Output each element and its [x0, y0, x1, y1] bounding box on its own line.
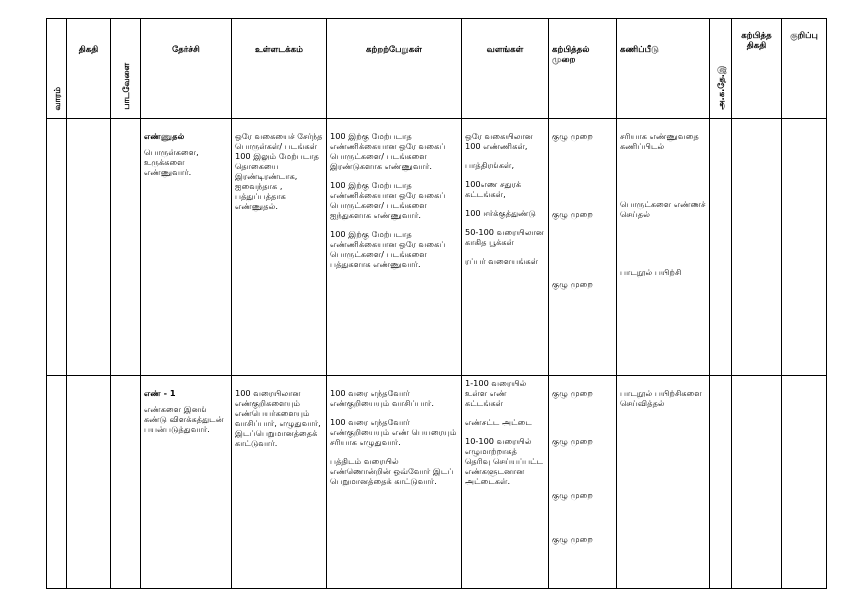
content-text: 100 வரையிலான எண்குறிகளையும் எண்பெயர்களையும் வாசிப்பார், எழுதுவார், இடப்பெறுமானத்தைக் காட்டுவார்.: [235, 388, 321, 448]
competency-title: எண் - 1: [144, 388, 176, 398]
resource-item: ரப்பர் வளையங்கள்: [465, 256, 539, 266]
cell-week: [47, 376, 67, 589]
header-content: உள்ளடக்கம்: [232, 19, 327, 119]
header-resources: வளங்கள்: [462, 19, 549, 119]
outcome-item: 100 இற்கு மேற்படாத எண்ணிக்கையான ஒரே வகைப் பொருட்களை/ படங்களை இரண்டுகளாக எண்ணுவார்.: [330, 131, 446, 171]
method-item: குழு முறை: [552, 279, 593, 289]
resource-item: எண்சட்ட அட்டை: [465, 417, 532, 427]
outcome-item: 100 வரை எந்தவோர் எண்குறியையும் எண் பெயரையும் சரியாக எழுதுவார்.: [330, 417, 457, 447]
header-reflection: அ.க.தே.இ: [710, 19, 732, 119]
header-week: வாரம்: [47, 19, 67, 119]
method-item: குழு முறை: [552, 436, 593, 446]
header-method: கற்பித்தல் முறை: [549, 19, 617, 119]
cell-period: [111, 376, 141, 589]
cell-content: [232, 376, 327, 589]
cell-taught-date: [732, 119, 782, 376]
resource-item: 1-100 வரையில் உள்ள எண் கட்டங்கள்: [465, 378, 527, 408]
cell-method: [549, 376, 617, 589]
method-item: குழு முறை: [552, 490, 593, 500]
assessment-item: பாடநூல் பயிற்சி: [620, 267, 682, 277]
cell-date: [67, 119, 111, 376]
method-item: குழு முறை: [552, 131, 593, 141]
assessment-item: பாடநூல் பயிற்சிகளை செய்வித்தல்: [620, 388, 702, 408]
assessment-item: சரியாக எண்ணுவதை கணிப்பிடல்: [620, 131, 699, 151]
header-competency: தேர்ச்சி: [141, 19, 232, 119]
assessment-item: பொருட்களை எண்ணச் செய்தல்: [620, 199, 706, 219]
outcome-item: 100 இற்கு மேற்படாத எண்ணிக்கையான ஒரே வகைப் பொருட்களை/ படங்களை ஐந்துகளாக எண்ணுவார்.: [330, 180, 446, 220]
cell-content: [232, 119, 327, 376]
cell-assessment: [617, 376, 710, 589]
header-period: பாடவேளை: [111, 19, 141, 119]
competency-text: பொருள்களை, உருக்களை எண்ணுவார்.: [144, 147, 199, 177]
cell-week: [47, 119, 67, 376]
method-item: குழு முறை: [552, 209, 593, 219]
method-item: குழு முறை: [552, 534, 593, 544]
resource-item: 10-100 வரையில் எழுமாற்றாகத் தெரிவு செய்யப்பட்ட எண்களுடனான அட்டைகள்.: [465, 436, 544, 486]
outcome-item: பத்திடம் வரையில் எண்ணொன்றின் ஒவ்வோர் இடப் பெறுமானத்தைக் காட்டுவார்.: [330, 456, 454, 486]
resource-item: பாத்திரங்கள்,: [465, 160, 515, 170]
resource-item: 100எண சதுரக் கட்டங்கள்,: [465, 179, 522, 199]
header-taught-date: கற்பித்த திகதி: [732, 19, 782, 119]
resource-item: 100 ஈர்க்குத்துண்டு: [465, 208, 536, 218]
outcome-item: 100 வரை எந்தவோர் எண்குறியையும் வாசிப்பார்.: [330, 388, 434, 408]
cell-competency: [141, 376, 232, 589]
cell-date: [67, 376, 111, 589]
cell-remarks: [782, 119, 827, 376]
header-remarks: குறிப்பு: [782, 19, 827, 119]
header-outcomes: கற்றற்பேறுகள்: [327, 19, 462, 119]
cell-reflection: [710, 376, 732, 589]
resource-item: 50-100 வரையிலான காகித பூக்கள்: [465, 227, 544, 247]
header-assessment: கணிப்பீடு: [617, 19, 710, 119]
header-row: [47, 19, 827, 119]
competency-text: எண்களை இனங் கண்டு விளக்கத்துடன் பயன்படுத்துவார்.: [144, 404, 224, 434]
cell-resources: [462, 119, 549, 376]
method-item: குழு முறை: [552, 388, 593, 398]
cell-outcomes: [327, 376, 462, 589]
table-row: [47, 376, 827, 589]
cell-outcomes: [327, 119, 462, 376]
cell-assessment: [617, 119, 710, 376]
competency-title: எண்ணுதல்: [144, 131, 185, 141]
header-date: திகதி: [67, 19, 111, 119]
cell-remarks: [782, 376, 827, 589]
cell-taught-date: [732, 376, 782, 589]
content-text: ஒரே வகையைச் சேர்ந்த பொருள்கள்/ படங்கள் 100 இலும் மேற்படாத தொகையை இரண்டிரண்டாக, ஐவைந்தாக , பத்துப்பத்தாக எண்ணுதல்.: [235, 131, 323, 211]
cell-competency: [141, 119, 232, 376]
cell-method: [549, 119, 617, 376]
resource-item: ஒரே வகையிலான 100 எண்ணிகள்,: [465, 131, 533, 151]
outcome-item: 100 இற்கு மேற்படாத எண்ணிக்கையான ஒரே வகைப் பொருட்களை/ படங்களை பத்துகளாக எண்ணுவார்.: [330, 229, 446, 269]
cell-period: [111, 119, 141, 376]
scheme-of-work-table: [46, 18, 827, 589]
cell-resources: [462, 376, 549, 589]
table-row: [47, 119, 827, 376]
cell-reflection: [710, 119, 732, 376]
